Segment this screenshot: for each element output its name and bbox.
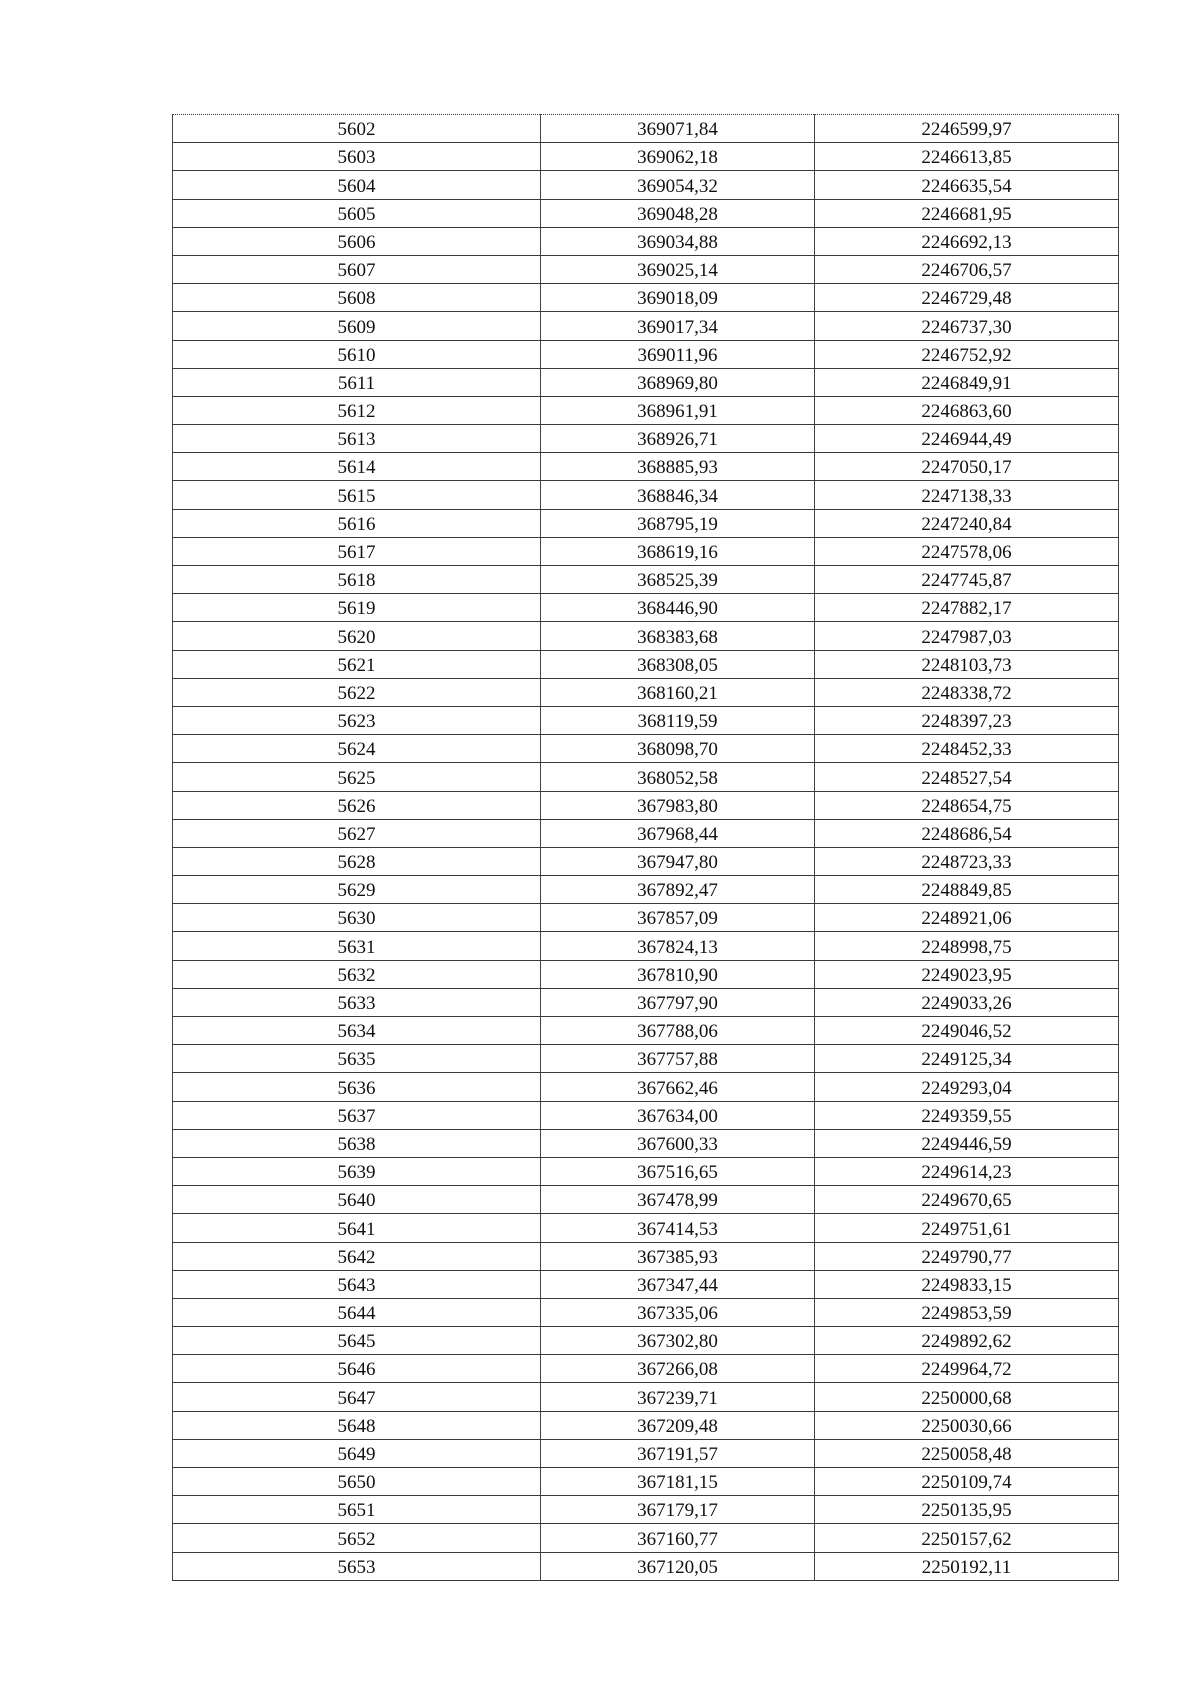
point-number-cell: 5643 (173, 1270, 541, 1298)
y-coordinate-cell: 2246692,13 (815, 227, 1119, 255)
table-row (173, 509, 1119, 537)
x-coordinate-cell: 367414,53 (541, 1214, 815, 1242)
y-coordinate-cell: 2248921,06 (815, 904, 1119, 932)
point-number-cell: 5607 (173, 255, 541, 283)
x-coordinate-cell: 367634,00 (541, 1101, 815, 1129)
table-row (173, 312, 1119, 340)
x-coordinate-cell: 367983,80 (541, 791, 815, 819)
table-row (173, 1214, 1119, 1242)
table-row (173, 763, 1119, 791)
table-row (173, 1045, 1119, 1073)
y-coordinate-cell: 2250135,95 (815, 1496, 1119, 1524)
y-coordinate-cell: 2249892,62 (815, 1327, 1119, 1355)
x-coordinate-cell: 367478,99 (541, 1186, 815, 1214)
table-row (173, 340, 1119, 368)
x-coordinate-cell: 367810,90 (541, 960, 815, 988)
table-row (173, 284, 1119, 312)
table-row (173, 1383, 1119, 1411)
x-coordinate-cell: 369011,96 (541, 340, 815, 368)
table-row (173, 1355, 1119, 1383)
table-row (173, 1270, 1119, 1298)
y-coordinate-cell: 2249023,95 (815, 960, 1119, 988)
table-row (173, 622, 1119, 650)
point-number-cell: 5649 (173, 1439, 541, 1467)
point-number-cell: 5636 (173, 1073, 541, 1101)
y-coordinate-cell: 2246706,57 (815, 255, 1119, 283)
point-number-cell: 5626 (173, 791, 541, 819)
x-coordinate-cell: 368969,80 (541, 368, 815, 396)
table-row (173, 537, 1119, 565)
table-row (173, 678, 1119, 706)
x-coordinate-cell: 367892,47 (541, 876, 815, 904)
y-coordinate-cell: 2246729,48 (815, 284, 1119, 312)
point-number-cell: 5622 (173, 678, 541, 706)
x-coordinate-cell: 369017,34 (541, 312, 815, 340)
point-number-cell: 5651 (173, 1496, 541, 1524)
table-row (173, 1552, 1119, 1580)
table-row (173, 115, 1119, 143)
table-row (173, 594, 1119, 622)
x-coordinate-cell: 367824,13 (541, 932, 815, 960)
x-coordinate-cell: 367160,77 (541, 1524, 815, 1552)
y-coordinate-cell: 2246863,60 (815, 396, 1119, 424)
x-coordinate-cell: 368926,71 (541, 425, 815, 453)
y-coordinate-cell: 2248338,72 (815, 678, 1119, 706)
x-coordinate-cell: 367385,93 (541, 1242, 815, 1270)
x-coordinate-cell: 367120,05 (541, 1552, 815, 1580)
y-coordinate-cell: 2249046,52 (815, 1017, 1119, 1045)
table-row (173, 199, 1119, 227)
x-coordinate-cell: 367179,17 (541, 1496, 815, 1524)
point-number-cell: 5614 (173, 453, 541, 481)
y-coordinate-cell: 2249293,04 (815, 1073, 1119, 1101)
y-coordinate-cell: 2248103,73 (815, 650, 1119, 678)
point-number-cell: 5619 (173, 594, 541, 622)
y-coordinate-cell: 2247050,17 (815, 453, 1119, 481)
point-number-cell: 5645 (173, 1327, 541, 1355)
table-row (173, 368, 1119, 396)
x-coordinate-cell: 368160,21 (541, 678, 815, 706)
table-row (173, 1186, 1119, 1214)
y-coordinate-cell: 2250157,62 (815, 1524, 1119, 1552)
point-number-cell: 5635 (173, 1045, 541, 1073)
point-number-cell: 5650 (173, 1468, 541, 1496)
x-coordinate-cell: 368308,05 (541, 650, 815, 678)
table-row (173, 735, 1119, 763)
point-number-cell: 5625 (173, 763, 541, 791)
x-coordinate-cell: 369048,28 (541, 199, 815, 227)
point-number-cell: 5604 (173, 171, 541, 199)
point-number-cell: 5634 (173, 1017, 541, 1045)
y-coordinate-cell: 2246752,92 (815, 340, 1119, 368)
point-number-cell: 5642 (173, 1242, 541, 1270)
x-coordinate-cell: 367302,80 (541, 1327, 815, 1355)
x-coordinate-cell: 367797,90 (541, 988, 815, 1016)
x-coordinate-cell: 369062,18 (541, 143, 815, 171)
x-coordinate-cell: 367239,71 (541, 1383, 815, 1411)
table-row (173, 847, 1119, 875)
point-number-cell: 5638 (173, 1129, 541, 1157)
x-coordinate-cell: 367947,80 (541, 847, 815, 875)
table-row (173, 706, 1119, 734)
x-coordinate-cell: 367347,44 (541, 1270, 815, 1298)
point-number-cell: 5630 (173, 904, 541, 932)
y-coordinate-cell: 2248654,75 (815, 791, 1119, 819)
x-coordinate-cell: 367788,06 (541, 1017, 815, 1045)
y-coordinate-cell: 2248452,33 (815, 735, 1119, 763)
table-row (173, 904, 1119, 932)
x-coordinate-cell: 369025,14 (541, 255, 815, 283)
point-number-cell: 5621 (173, 650, 541, 678)
table-row (173, 1524, 1119, 1552)
x-coordinate-cell: 368119,59 (541, 706, 815, 734)
table-row (173, 1327, 1119, 1355)
y-coordinate-cell: 2250030,66 (815, 1411, 1119, 1439)
point-number-cell: 5647 (173, 1383, 541, 1411)
x-coordinate-cell: 369071,84 (541, 115, 815, 143)
y-coordinate-cell: 2249446,59 (815, 1129, 1119, 1157)
table-row (173, 566, 1119, 594)
table-row (173, 1496, 1119, 1524)
x-coordinate-cell: 369018,09 (541, 284, 815, 312)
point-number-cell: 5628 (173, 847, 541, 875)
y-coordinate-cell: 2250058,48 (815, 1439, 1119, 1467)
point-number-cell: 5623 (173, 706, 541, 734)
point-number-cell: 5617 (173, 537, 541, 565)
y-coordinate-cell: 2248527,54 (815, 763, 1119, 791)
table-row (173, 255, 1119, 283)
y-coordinate-cell: 2249751,61 (815, 1214, 1119, 1242)
y-coordinate-cell: 2248998,75 (815, 932, 1119, 960)
y-coordinate-cell: 2249033,26 (815, 988, 1119, 1016)
point-number-cell: 5618 (173, 566, 541, 594)
x-coordinate-cell: 367516,65 (541, 1157, 815, 1185)
point-number-cell: 5609 (173, 312, 541, 340)
y-coordinate-cell: 2246635,54 (815, 171, 1119, 199)
x-coordinate-cell: 368961,91 (541, 396, 815, 424)
y-coordinate-cell: 2250192,11 (815, 1552, 1119, 1580)
table-row (173, 481, 1119, 509)
table-row (173, 453, 1119, 481)
x-coordinate-cell: 368525,39 (541, 566, 815, 594)
point-number-cell: 5611 (173, 368, 541, 396)
y-coordinate-cell: 2246944,49 (815, 425, 1119, 453)
point-number-cell: 5637 (173, 1101, 541, 1129)
point-number-cell: 5612 (173, 396, 541, 424)
table-row (173, 1439, 1119, 1467)
y-coordinate-cell: 2248723,33 (815, 847, 1119, 875)
table-row (173, 227, 1119, 255)
x-coordinate-cell: 367757,88 (541, 1045, 815, 1073)
x-coordinate-cell: 368446,90 (541, 594, 815, 622)
point-number-cell: 5633 (173, 988, 541, 1016)
y-coordinate-cell: 2246613,85 (815, 143, 1119, 171)
table-row (173, 876, 1119, 904)
point-number-cell: 5610 (173, 340, 541, 368)
table-row (173, 396, 1119, 424)
table-row (173, 1298, 1119, 1326)
y-coordinate-cell: 2247578,06 (815, 537, 1119, 565)
point-number-cell: 5615 (173, 481, 541, 509)
table-row (173, 1157, 1119, 1185)
table-body (173, 115, 1119, 1581)
point-number-cell: 5606 (173, 227, 541, 255)
point-number-cell: 5652 (173, 1524, 541, 1552)
y-coordinate-cell: 2249670,65 (815, 1186, 1119, 1214)
point-number-cell: 5603 (173, 143, 541, 171)
table-row (173, 1411, 1119, 1439)
y-coordinate-cell: 2247138,33 (815, 481, 1119, 509)
y-coordinate-cell: 2249125,34 (815, 1045, 1119, 1073)
point-number-cell: 5627 (173, 819, 541, 847)
point-number-cell: 5644 (173, 1298, 541, 1326)
x-coordinate-cell: 367968,44 (541, 819, 815, 847)
table-row (173, 791, 1119, 819)
y-coordinate-cell: 2247240,84 (815, 509, 1119, 537)
table-row (173, 650, 1119, 678)
point-number-cell: 5641 (173, 1214, 541, 1242)
table-row (173, 1073, 1119, 1101)
table-row (173, 932, 1119, 960)
x-coordinate-cell: 367181,15 (541, 1468, 815, 1496)
x-coordinate-cell: 368619,16 (541, 537, 815, 565)
table-row (173, 1101, 1119, 1129)
point-number-cell: 5640 (173, 1186, 541, 1214)
y-coordinate-cell: 2249614,23 (815, 1157, 1119, 1185)
point-number-cell: 5632 (173, 960, 541, 988)
x-coordinate-cell: 368846,34 (541, 481, 815, 509)
x-coordinate-cell: 368052,58 (541, 763, 815, 791)
x-coordinate-cell: 367266,08 (541, 1355, 815, 1383)
point-number-cell: 5620 (173, 622, 541, 650)
point-number-cell: 5648 (173, 1411, 541, 1439)
y-coordinate-cell: 2246681,95 (815, 199, 1119, 227)
x-coordinate-cell: 369054,32 (541, 171, 815, 199)
table-row (173, 143, 1119, 171)
point-number-cell: 5629 (173, 876, 541, 904)
y-coordinate-cell: 2246599,97 (815, 115, 1119, 143)
x-coordinate-cell: 368885,93 (541, 453, 815, 481)
x-coordinate-cell: 367662,46 (541, 1073, 815, 1101)
y-coordinate-cell: 2250109,74 (815, 1468, 1119, 1496)
y-coordinate-cell: 2247882,17 (815, 594, 1119, 622)
table-row (173, 1242, 1119, 1270)
point-number-cell: 5605 (173, 199, 541, 227)
y-coordinate-cell: 2248686,54 (815, 819, 1119, 847)
y-coordinate-cell: 2248397,23 (815, 706, 1119, 734)
y-coordinate-cell: 2247987,03 (815, 622, 1119, 650)
x-coordinate-cell: 367857,09 (541, 904, 815, 932)
point-number-cell: 5608 (173, 284, 541, 312)
y-coordinate-cell: 2249359,55 (815, 1101, 1119, 1129)
x-coordinate-cell: 367600,33 (541, 1129, 815, 1157)
x-coordinate-cell: 367209,48 (541, 1411, 815, 1439)
point-number-cell: 5646 (173, 1355, 541, 1383)
y-coordinate-cell: 2246849,91 (815, 368, 1119, 396)
point-number-cell: 5624 (173, 735, 541, 763)
y-coordinate-cell: 2249833,15 (815, 1270, 1119, 1298)
y-coordinate-cell: 2247745,87 (815, 566, 1119, 594)
point-number-cell: 5602 (173, 115, 541, 143)
point-number-cell: 5653 (173, 1552, 541, 1580)
table-row (173, 1017, 1119, 1045)
x-coordinate-cell: 368795,19 (541, 509, 815, 537)
table-row (173, 171, 1119, 199)
y-coordinate-cell: 2250000,68 (815, 1383, 1119, 1411)
point-number-cell: 5639 (173, 1157, 541, 1185)
table-row (173, 819, 1119, 847)
table-row (173, 960, 1119, 988)
table-row (173, 425, 1119, 453)
point-number-cell: 5613 (173, 425, 541, 453)
y-coordinate-cell: 2246737,30 (815, 312, 1119, 340)
table-row (173, 988, 1119, 1016)
y-coordinate-cell: 2248849,85 (815, 876, 1119, 904)
y-coordinate-cell: 2249964,72 (815, 1355, 1119, 1383)
y-coordinate-cell: 2249853,59 (815, 1298, 1119, 1326)
point-number-cell: 5631 (173, 932, 541, 960)
x-coordinate-cell: 367191,57 (541, 1439, 815, 1467)
table-row (173, 1129, 1119, 1157)
coordinates-table (172, 114, 1119, 1581)
x-coordinate-cell: 368383,68 (541, 622, 815, 650)
x-coordinate-cell: 367335,06 (541, 1298, 815, 1326)
table-row (173, 1468, 1119, 1496)
x-coordinate-cell: 368098,70 (541, 735, 815, 763)
x-coordinate-cell: 369034,88 (541, 227, 815, 255)
y-coordinate-cell: 2249790,77 (815, 1242, 1119, 1270)
point-number-cell: 5616 (173, 509, 541, 537)
